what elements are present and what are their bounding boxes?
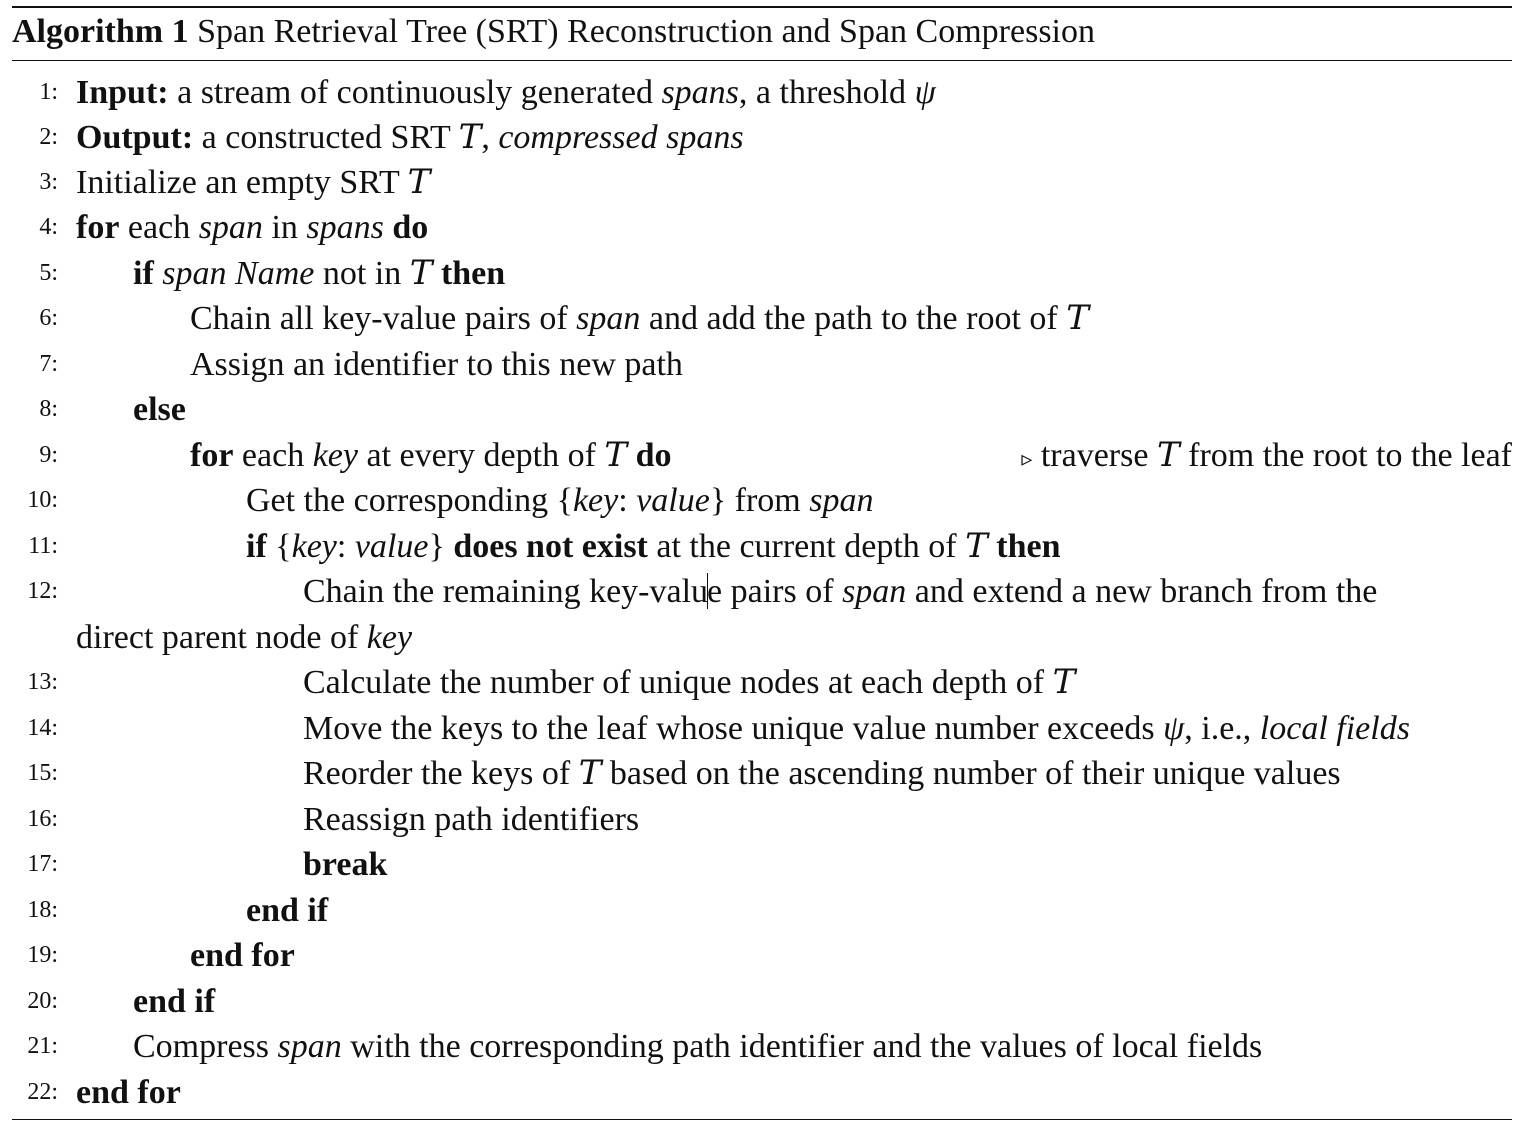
algorithm-line-2 — [12, 115, 1512, 160]
keyword: if — [246, 528, 267, 565]
text: at the current depth of — [647, 528, 966, 565]
line-content — [246, 478, 873, 523]
line-number: 18: — [27, 897, 58, 923]
tree-symbol: T — [578, 753, 602, 793]
text: in — [262, 209, 307, 246]
line-number: 6: — [39, 305, 58, 331]
algorithm-line-11 — [12, 524, 1512, 569]
keyword: for — [190, 437, 234, 474]
line-number: 10: — [27, 487, 58, 513]
text: a constructed SRT — [193, 119, 459, 156]
keyword: then — [987, 528, 1061, 565]
text: Reorder the keys of — [303, 755, 579, 792]
line-comment — [1021, 433, 1512, 481]
text: traverse — [1032, 437, 1157, 474]
tree-symbol: T — [965, 526, 988, 566]
keyword: do — [383, 209, 429, 246]
variable: compressed spans — [498, 119, 744, 156]
text: not in — [314, 255, 410, 292]
variable: span Name — [153, 255, 315, 292]
algorithm-line-18 — [12, 888, 1512, 933]
keyword: end if — [246, 892, 329, 929]
text: , i.e., — [1184, 710, 1260, 747]
line-number: 16: — [27, 806, 58, 832]
keyword: Output: — [76, 119, 194, 156]
tree-symbol: T — [458, 117, 482, 157]
keyword: break — [303, 846, 388, 883]
top-rule — [12, 6, 1512, 8]
line-number: 12: — [27, 578, 58, 604]
algorithm-line-4 — [12, 205, 1512, 250]
variable: ψ — [1163, 710, 1185, 747]
line-content — [303, 797, 639, 842]
line-content — [246, 524, 1061, 569]
line-content — [246, 888, 328, 933]
line-number: 21: — [27, 1033, 58, 1059]
line-content — [190, 296, 1089, 341]
algorithm-line-1 — [12, 70, 1512, 115]
algorithm-line-5 — [12, 251, 1512, 296]
keyword: end if — [133, 983, 216, 1020]
tree-symbol: T — [1156, 435, 1180, 475]
tree-symbol: T — [1052, 662, 1076, 702]
text: Calculate the number of unique nodes at each depth of — [303, 664, 1053, 701]
line-content — [76, 160, 430, 205]
line-content — [76, 1070, 181, 1115]
text: Assign an identifier to this new path — [190, 346, 683, 383]
variable: spans — [661, 74, 739, 111]
text: each — [119, 209, 199, 246]
algorithm-line-8 — [12, 387, 1512, 432]
tree-symbol: T — [1066, 298, 1089, 338]
algorithm-line-14 — [12, 706, 1512, 751]
text: } — [428, 528, 454, 565]
algorithm-line-12-continuation — [12, 615, 1512, 660]
keyword: do — [627, 437, 672, 474]
bottom-rule — [12, 1119, 1512, 1120]
text: from the root to the leaf — [1179, 437, 1512, 474]
text: and add the path to the root of — [640, 300, 1067, 337]
variable: value — [636, 482, 710, 519]
text: , a threshold — [738, 74, 915, 111]
line-content — [190, 342, 683, 387]
keyword: end for — [190, 937, 295, 974]
text: Initialize an empty SRT — [76, 164, 408, 201]
keyword: for — [76, 209, 120, 246]
line-content — [190, 433, 672, 478]
text: Reassign path identifiers — [303, 801, 640, 838]
algorithm-line-17 — [12, 842, 1512, 887]
variable: ψ — [914, 74, 936, 111]
keyword: does not exist — [453, 528, 648, 565]
algorithm-label: Algorithm 1 — [12, 13, 189, 50]
text: Compress — [133, 1028, 278, 1065]
variable: span — [277, 1028, 342, 1065]
line-content — [76, 70, 936, 115]
tree-symbol: T — [407, 162, 431, 202]
line-number: 17: — [27, 851, 58, 877]
text: Move the keys to the leaf whose unique value number exceeds — [303, 710, 1164, 747]
line-number: 4: — [39, 214, 58, 240]
algorithm-line-9 — [12, 433, 1512, 478]
line-number: 7: — [39, 351, 58, 377]
line-content — [303, 569, 1377, 614]
algorithm-line-7 — [12, 342, 1512, 387]
algorithm-line-3 — [12, 160, 1512, 205]
algorithm-line-16 — [12, 797, 1512, 842]
line-content — [303, 660, 1075, 705]
line-content — [133, 1024, 1262, 1069]
text: Chain all key-value pairs of — [190, 300, 577, 337]
caption-rule — [12, 60, 1512, 61]
line-number: 1: — [39, 79, 58, 105]
text: each — [233, 437, 313, 474]
variable: span — [198, 209, 263, 246]
line-number: 22: — [27, 1079, 58, 1105]
line-content — [303, 706, 1410, 751]
line-content — [76, 115, 744, 160]
text: : — [618, 482, 637, 519]
text: with the corresponding path identifier and the values of local fields — [341, 1028, 1263, 1065]
line-number: 19: — [27, 942, 58, 968]
line-content — [76, 205, 428, 250]
tree-symbol: T — [604, 435, 628, 475]
variable: span — [842, 573, 907, 610]
text: Chain the remaining key-valu — [303, 573, 709, 610]
line-number: 3: — [39, 169, 58, 195]
algorithm-line-13 — [12, 660, 1512, 705]
line-number: 8: — [39, 396, 58, 422]
algorithm-line-20 — [12, 979, 1512, 1024]
variable: span — [576, 300, 641, 337]
comment-triangle-icon: ▹ — [1021, 446, 1033, 471]
line-content — [190, 933, 295, 978]
keyword: Input: — [76, 74, 169, 111]
text: direct parent node of — [76, 619, 367, 656]
line-number: 9: — [39, 442, 58, 468]
variable: key — [291, 528, 337, 565]
variable: local fields — [1259, 710, 1410, 747]
line-number: 14: — [27, 715, 58, 741]
algorithm-line-12 — [12, 569, 1512, 614]
variable: key — [366, 619, 413, 656]
text: and extend a new branch from the — [906, 573, 1378, 610]
algorithm-line-10 — [12, 478, 1512, 523]
keyword: end for — [76, 1074, 181, 1111]
variable: key — [312, 437, 358, 474]
text: { — [266, 528, 292, 565]
algorithm-line-6 — [12, 296, 1512, 341]
text: at every depth of — [357, 437, 605, 474]
text: } from — [709, 482, 810, 519]
line-content — [133, 387, 186, 432]
text: based on the ascending number of their unique values — [601, 755, 1341, 792]
line-number: 11: — [28, 533, 58, 559]
algorithm-line-19 — [12, 933, 1512, 978]
line-number: 5: — [39, 260, 58, 286]
line-content — [133, 251, 505, 296]
line-number: 15: — [27, 760, 58, 786]
algorithm-line-21 — [12, 1024, 1512, 1069]
variable: spans — [306, 209, 384, 246]
tree-symbol: T — [409, 253, 433, 293]
variable: value — [354, 528, 429, 565]
algorithm-caption — [12, 12, 1095, 52]
line-content — [303, 842, 387, 887]
line-content — [76, 615, 412, 660]
variable: key — [572, 482, 619, 519]
algorithm-line-15 — [12, 751, 1512, 796]
line-number: 20: — [27, 988, 58, 1014]
variable: span — [809, 482, 874, 519]
text: a stream of continuously generated — [168, 74, 662, 111]
text: e pairs of — [707, 573, 843, 610]
keyword: else — [133, 391, 186, 428]
text: Get the corresponding { — [246, 482, 573, 519]
line-content — [133, 979, 215, 1024]
keyword: if — [133, 255, 154, 292]
line-number: 13: — [27, 669, 58, 695]
text: , — [481, 119, 499, 156]
algorithm-title: Span Retrieval Tree (SRT) Reconstruction and Span Compression — [197, 13, 1096, 50]
keyword: then — [432, 255, 506, 292]
line-content — [303, 751, 1341, 796]
algorithm-line-22 — [12, 1070, 1512, 1115]
text: : — [336, 528, 355, 565]
line-number: 2: — [39, 124, 58, 150]
